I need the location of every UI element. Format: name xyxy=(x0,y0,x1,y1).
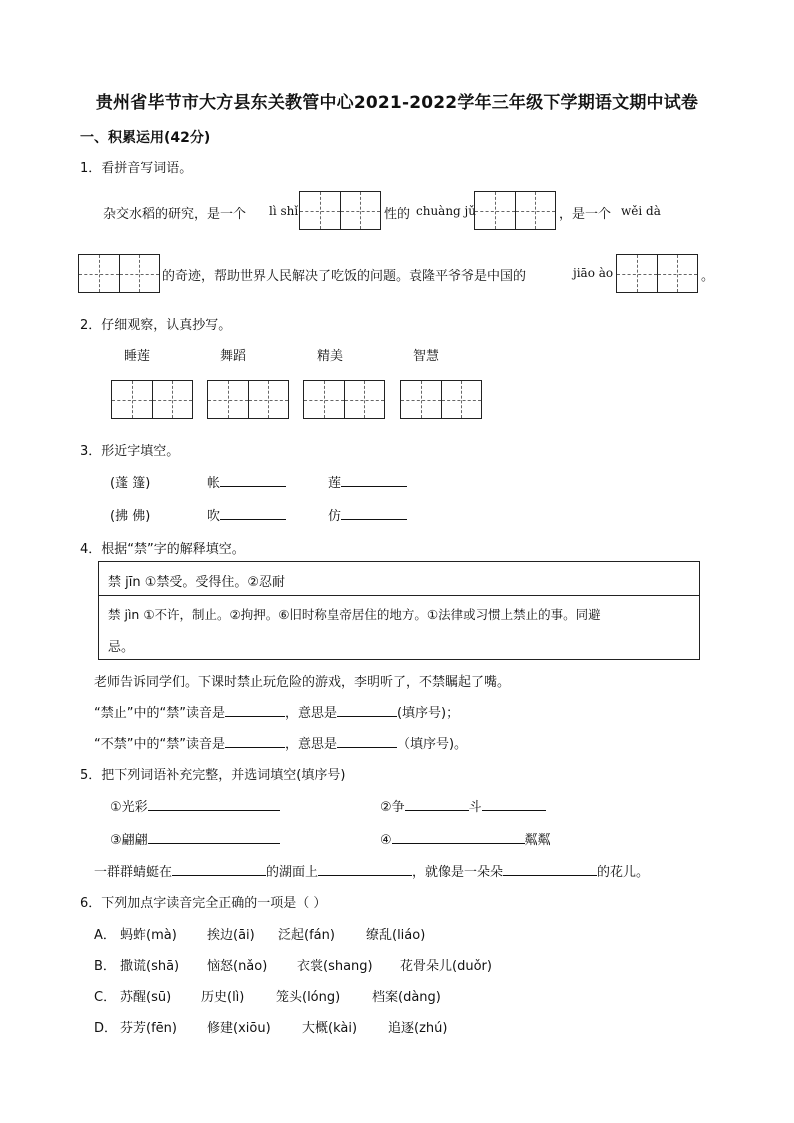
blank-field[interactable] xyxy=(503,862,597,876)
option-b-word-1: 撒谎(shā) xyxy=(120,959,180,974)
question-number: 6． xyxy=(80,896,102,911)
copy-word-3: 精美 xyxy=(317,349,344,364)
char-label: 吹 xyxy=(207,509,221,524)
copy-grid-3[interactable] xyxy=(303,380,385,419)
option-a[interactable] xyxy=(94,924,116,943)
item-label: ③翩翩 xyxy=(110,833,148,848)
item-label: ④ xyxy=(380,833,392,848)
item-label: 粼粼 xyxy=(524,833,551,848)
option-a-word-3: 泛起(fán) xyxy=(278,928,335,943)
q1-text-end: 。 xyxy=(701,269,715,284)
question-prompt: 形近字填空。 xyxy=(101,444,180,459)
fill-text: “禁止”中的“禁”读音是 xyxy=(94,706,225,721)
option-c-word-1: 苏醒(sū) xyxy=(120,990,172,1005)
definition-jin1: 禁 jīn ①禁受。受得住。②忍耐 xyxy=(108,575,286,590)
blank-field[interactable] xyxy=(318,862,412,876)
option-b-word-2: 恼怒(nǎo) xyxy=(207,959,268,974)
option-a-word-4: 缭乱(liáo) xyxy=(366,928,426,943)
option-label: A． xyxy=(94,928,116,943)
fill-text: 的花儿。 xyxy=(597,865,650,880)
option-d-word-1: 芬芳(fēn) xyxy=(120,1021,177,1036)
question-prompt: 根据“禁”字的解释填空。 xyxy=(101,542,245,557)
blank-field[interactable] xyxy=(172,862,266,876)
question-4 xyxy=(80,538,245,557)
question-number: 1． xyxy=(80,161,102,176)
blank-field[interactable] xyxy=(392,830,525,844)
blank-field[interactable] xyxy=(225,703,285,717)
q5-item-3 xyxy=(110,829,280,848)
blank-field[interactable] xyxy=(225,734,285,748)
blank-field[interactable] xyxy=(341,473,407,487)
q4-sentence: 老师告诉同学们。下课时禁止玩危险的游戏，李明听了，不禁瞩起了嘴。 xyxy=(94,675,511,690)
fill-row-2-a xyxy=(207,505,286,524)
option-label: D． xyxy=(94,1021,118,1036)
option-b-word-4: 花骨朵儿(duǒr) xyxy=(400,959,492,974)
option-label: B． xyxy=(94,959,116,974)
option-d-word-3: 大概(kài) xyxy=(302,1021,358,1036)
question-number: 3． xyxy=(80,444,102,459)
char-pair-2: (拂 佛) xyxy=(110,509,151,524)
q5-item-2 xyxy=(380,796,546,815)
question-number: 5． xyxy=(80,768,102,783)
copy-word-1: 睡莲 xyxy=(124,349,151,364)
option-d[interactable] xyxy=(94,1017,117,1036)
question-number: 4． xyxy=(80,542,102,557)
blank-field[interactable] xyxy=(148,797,280,811)
option-c-word-3: 笼头(lóng) xyxy=(276,990,341,1005)
q1-text-a: 杂交水稻的研究，是一个 xyxy=(103,207,247,222)
blank-field[interactable] xyxy=(482,797,546,811)
fill-row-1-a xyxy=(207,472,286,491)
fill-text: (填序号)； xyxy=(396,706,460,721)
blank-field[interactable] xyxy=(341,506,407,520)
pinyin-chuangju: chuàng jǔ xyxy=(416,204,477,218)
question-3 xyxy=(80,440,179,459)
q1-text-c: ，是一个 xyxy=(559,207,612,222)
q5-item-1 xyxy=(110,796,280,815)
fill-text: 的湖面上 xyxy=(266,865,319,880)
fill-row-1-b xyxy=(328,472,407,491)
option-c-word-2: 历史(lì) xyxy=(201,990,245,1005)
blank-field[interactable] xyxy=(337,734,397,748)
pinyin-jiaoao: jiāo ào xyxy=(573,266,614,280)
fill-text: 一群群蜻蜓在 xyxy=(94,865,173,880)
question-prompt: 把下列词语补充完整，并选词填空(填序号) xyxy=(101,768,346,783)
question-prompt: 仔细观察，认真抄写。 xyxy=(101,318,232,333)
q5-item-4 xyxy=(380,829,551,848)
fill-text: ，意思是 xyxy=(284,706,337,721)
item-label: 斗 xyxy=(468,800,482,815)
section-heading: 一、积累运用(42分) xyxy=(80,130,211,146)
option-b-word-3: 衣裳(shang) xyxy=(297,959,373,974)
option-a-word-2: 挨边(āi) xyxy=(207,928,255,943)
question-1 xyxy=(80,157,192,176)
q4-fill-1 xyxy=(94,702,459,721)
blank-field[interactable] xyxy=(220,506,286,520)
copy-word-4: 智慧 xyxy=(413,349,440,364)
tianzi-grid-lishi[interactable] xyxy=(299,191,381,230)
q4-fill-2 xyxy=(94,733,467,752)
fill-row-2-b xyxy=(328,505,407,524)
char-pair-1: (蓬 篷) xyxy=(110,476,151,491)
copy-grid-4[interactable] xyxy=(400,380,482,419)
definition-jin4-line2: 忌。 xyxy=(108,640,135,655)
item-label: ②争 xyxy=(380,800,405,815)
question-prompt: 看拼音写词语。 xyxy=(101,161,193,176)
option-a-word-1: 蚂蚱(mà) xyxy=(120,928,177,943)
copy-grid-1[interactable] xyxy=(111,380,193,419)
option-b[interactable] xyxy=(94,955,116,974)
blank-field[interactable] xyxy=(148,830,280,844)
tianzi-grid-chuangju[interactable] xyxy=(474,191,556,230)
question-2 xyxy=(80,314,231,333)
fill-text: （填序号)。 xyxy=(396,737,468,752)
tianzi-grid-weida[interactable] xyxy=(78,254,160,293)
char-label: 仿 xyxy=(328,509,342,524)
question-6 xyxy=(80,892,326,911)
blank-field[interactable] xyxy=(337,703,397,717)
question-prompt: 下列加点字读音完全正确的一项是（ ） xyxy=(101,896,327,911)
option-d-word-2: 修建(xiōu) xyxy=(207,1021,271,1036)
tianzi-grid-jiaoao[interactable] xyxy=(616,254,698,293)
option-label: C． xyxy=(94,990,117,1005)
fill-text: ，就像是一朵朵 xyxy=(412,865,504,880)
copy-grid-2[interactable] xyxy=(207,380,289,419)
blank-field[interactable] xyxy=(405,797,469,811)
pinyin-lishi: lì shǐ xyxy=(269,204,299,218)
fill-text: ，意思是 xyxy=(284,737,337,752)
pinyin-weida: wěi dà xyxy=(621,204,661,218)
q1-text-b: 性的 xyxy=(384,207,411,222)
question-5 xyxy=(80,764,345,783)
definition-jin4-line1: 禁 jìn ①不许，制止。②拘押。⑥旧时称皇帝居住的地方。①法律或习惯上禁止的事。同避 xyxy=(108,607,601,622)
option-c-word-4: 档案(dàng) xyxy=(372,990,441,1005)
char-label: 帐 xyxy=(207,476,221,491)
char-label: 莲 xyxy=(328,476,342,491)
q5-sentence xyxy=(94,861,649,880)
copy-word-2: 舞蹈 xyxy=(220,349,247,364)
question-number: 2． xyxy=(80,318,102,333)
option-c[interactable] xyxy=(94,986,116,1005)
fill-text: “不禁”中的“禁”读音是 xyxy=(94,737,225,752)
blank-field[interactable] xyxy=(220,473,286,487)
q1-text-d: 的奇迹，帮助世界人民解决了吃饭的问题。袁隆平爷爷是中国的 xyxy=(162,269,527,284)
option-d-word-4: 追逐(zhú) xyxy=(388,1021,448,1036)
item-label: ①光彩 xyxy=(110,800,148,815)
page-title: 贵州省毕节市大方县东关教管中心2021-2022学年三年级下学期语文期中试卷 xyxy=(95,93,699,113)
